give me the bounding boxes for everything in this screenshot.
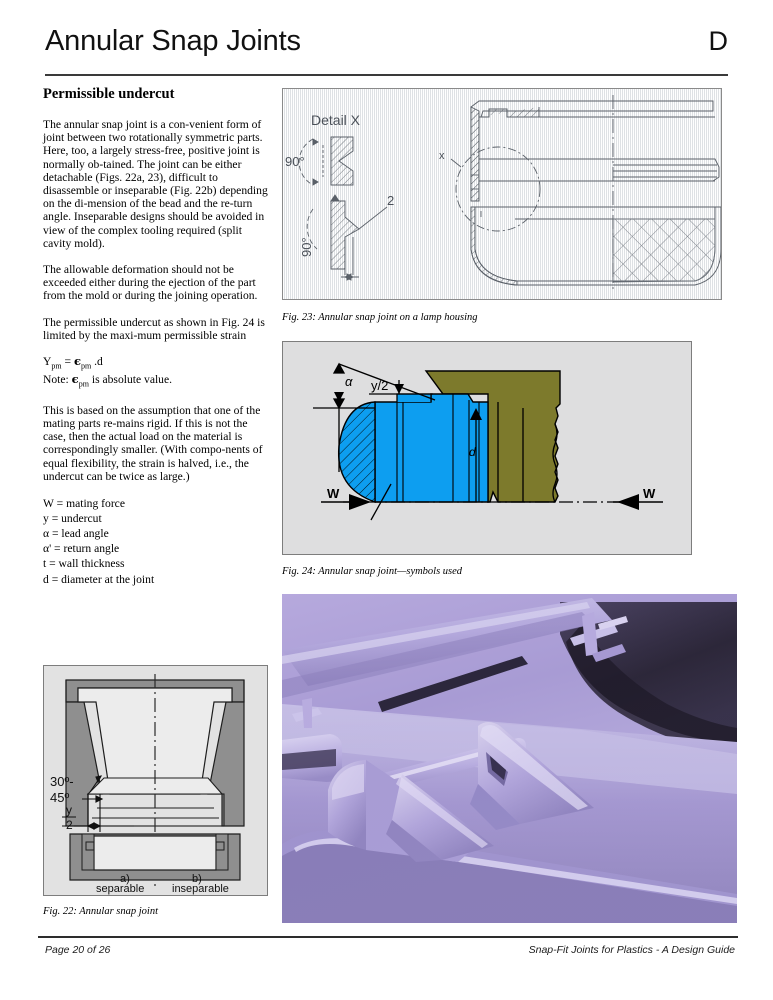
page-header: [45, 24, 728, 70]
fig22-label-b: b): [192, 873, 202, 885]
left-text-column: [43, 86, 269, 587]
paragraph-assumption: This is based on the assumption that one of the mating parts re-mains rigid. If this is not the case, then the actual load on the material is correspondingly smaller. (With compo-nents of equal flexibility, the strain is halved, i.e., the undercut can be twice as large.): [43, 403, 263, 483]
symbol-item-alpha: α = lead angle: [43, 527, 109, 541]
fig24-force-left-label: W: [327, 486, 340, 501]
fig23-detail-lower: [307, 195, 387, 280]
figure-23-image: [282, 88, 722, 300]
figure-22-image: [43, 665, 268, 896]
fig24-d-label: d: [469, 445, 476, 459]
formula-note: Note: $\epsilon_{pm}$ is absolute value.: [43, 371, 173, 389]
formula-block: [43, 355, 269, 391]
paragraph-deformation: The allowable deformation should not be exceeded either during the ejection of the part from the mold or during the joining operation.: [43, 263, 258, 303]
fig23-callout-circle: [451, 147, 540, 231]
fig23-dim-2-label: 2: [387, 193, 395, 208]
sub-heading: Permissible undercut: [43, 86, 175, 102]
fig24-blue-part: [339, 394, 488, 502]
footer-divider: [38, 936, 738, 938]
fig22-label-a-sub: separable: [96, 883, 145, 895]
fig22-undercut-denominator: 2: [66, 818, 73, 832]
symbol-item-w: W = mating force: [43, 497, 125, 511]
fig23-detail-label: Detail X: [311, 112, 361, 128]
paragraph-undercut-limit: The permissible undercut as shown in Fig. 24 is limited by the maxi-mum permissible strain: [43, 315, 265, 342]
footer-book-title: Snap-Fit Joints for Plastics - A Design Guide: [528, 944, 735, 956]
fig22-label-a: a): [120, 873, 130, 885]
fig22-label-b-sub: inseparable: [172, 883, 229, 895]
fig23-angle-lower-label: 90°: [299, 237, 314, 257]
snap-fit-photograph: [282, 594, 737, 923]
fig24-alpha-label: α: [345, 374, 353, 389]
fig22-undercut-numerator: y: [66, 803, 72, 817]
fig23-housing-upper: [471, 101, 719, 201]
paragraph-intro: The annular snap joint is a con-venient form of joint between two rotationally symmetric parts. Here, too, a largely stress-free, positive joint is normally ob-tained. The joint can be either detachable (Figs. 22a, 23), difficult to disassemble or inseparable (Fig. 22b) depending on the di-mension of the bead and the re-turn angle. Inseparable designs should be avoided in view of the complex tooling required (split cavity mold).: [43, 118, 268, 250]
section-letter: D: [708, 26, 728, 56]
fig23-angle-upper-label: 90°: [285, 154, 305, 169]
symbol-item-alpha-prime: α' = return angle: [43, 542, 120, 556]
figure-24-caption: Fig. 24: Annular snap joint—symbols used: [282, 566, 463, 577]
symbol-item-t: t = wall thickness: [43, 557, 125, 571]
symbol-item-d: d = diameter at the joint: [43, 572, 155, 586]
fig23-callout-x-label: x: [439, 150, 445, 162]
fig23-detail-upper: [299, 137, 353, 185]
symbol-item-y: y = undercut: [43, 512, 102, 526]
fig22-angle-top-label: 30º-: [50, 774, 74, 789]
fig24-force-right-label: W: [643, 486, 656, 501]
header-divider: [45, 74, 728, 76]
page-footer: [45, 944, 735, 956]
figure-22-caption: Fig. 22: Annular snap joint: [43, 906, 159, 917]
figure-23-caption: Fig. 23: Annular snap joint on a lamp housing: [282, 312, 478, 323]
fig24-y2-arrow: [394, 384, 404, 394]
figure-24-image: [282, 341, 692, 555]
symbol-legend-list: [43, 496, 269, 587]
fig22-lower-part: [70, 834, 240, 880]
fig23-housing-lower: [471, 207, 721, 285]
fig24-y2-label: y/2: [371, 378, 389, 393]
formula-equation: $Y_{pm} = \epsilon_{pm}$ .d: [43, 354, 103, 371]
footer-page-number: Page 20 of 26: [45, 944, 111, 956]
page-title: Annular Snap Joints: [45, 25, 301, 57]
fig22-angle-bottom-label: 45º: [50, 790, 70, 805]
